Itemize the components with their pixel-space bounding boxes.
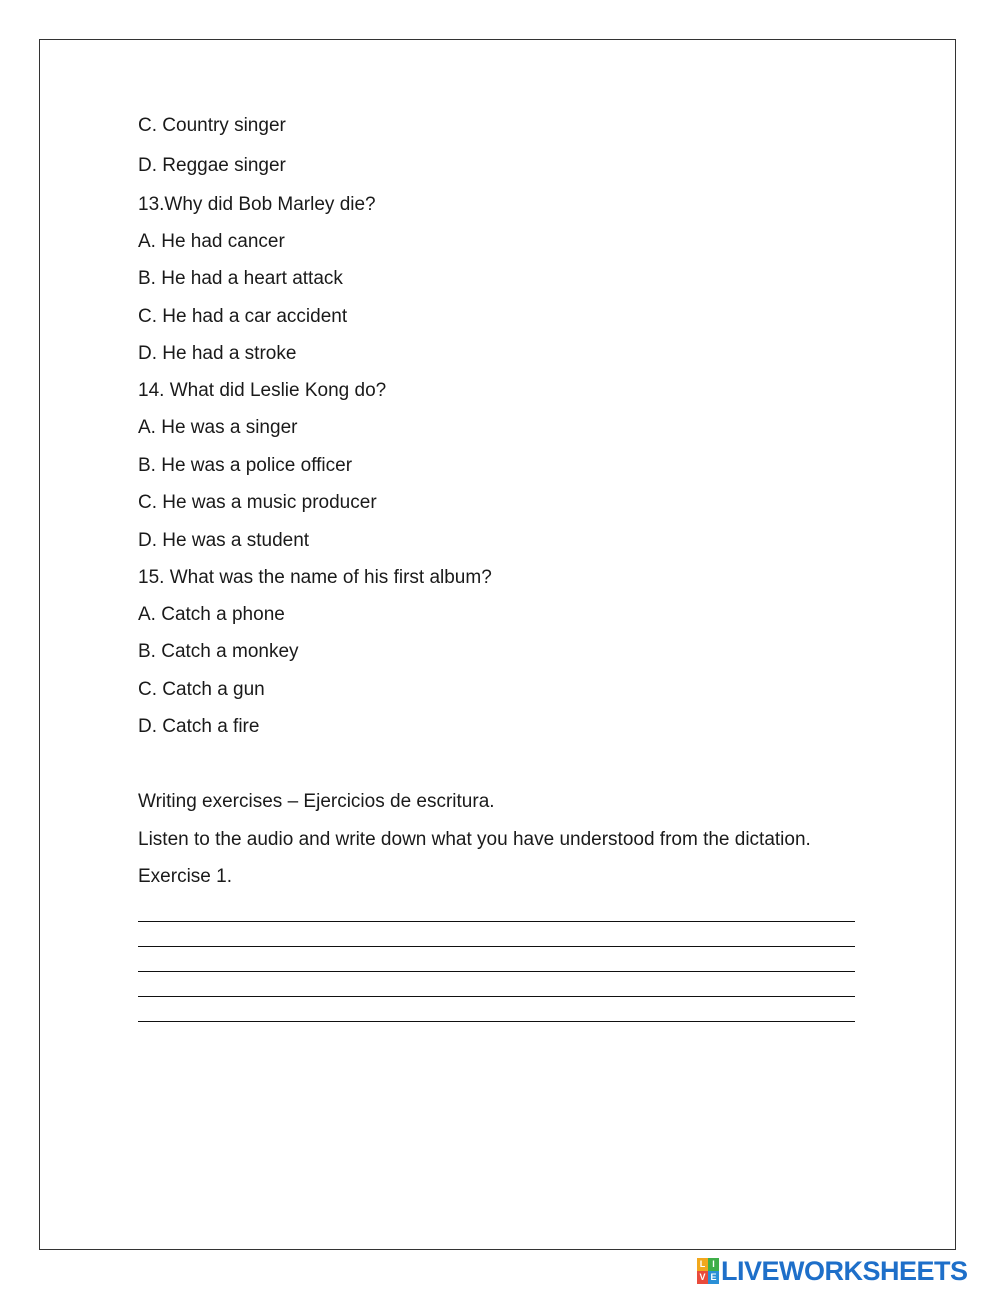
option-14a: A. He was a singer [138,417,298,438]
option-13c: C. He had a car accident [138,306,348,327]
liveworksheets-logo-icon [697,1258,719,1284]
liveworksheets-logo [697,1256,968,1286]
option-3c: C. Country singer [138,115,286,136]
option-14b: B. He was a police officer [138,455,353,476]
liveworksheets-wordmark: LIVEWORKSHEETS [721,1256,968,1286]
answer-line[interactable] [138,971,855,972]
logo-tile-l: L [697,1258,708,1271]
writing-heading: Writing exercises – Ejercicios de escritura. [138,791,495,812]
answer-line[interactable] [138,921,855,922]
answer-line[interactable] [138,996,855,997]
exercise-label: Exercise 1. [138,866,232,887]
option-13d: D. He had a stroke [138,343,297,364]
option-3d: D. Reggae singer [138,155,286,176]
option-13b: B. He had a heart attack [138,268,343,289]
logo-tile-e: E [708,1271,719,1284]
option-15a: A. Catch a phone [138,604,285,625]
question-15: 15. What was the name of his first album? [138,567,492,588]
option-15c: C. Catch a gun [138,679,265,700]
answer-line[interactable] [138,946,855,947]
logo-tile-i: I [708,1258,719,1271]
question-13: 13.Why did Bob Marley die? [138,194,376,215]
option-13a: A. He had cancer [138,231,285,252]
option-15d: D. Catch a fire [138,716,260,737]
question-14: 14. What did Leslie Kong do? [138,380,387,401]
writing-instruction: Listen to the audio and write down what you have understood from the dictation. [138,829,811,850]
option-15b: B. Catch a monkey [138,641,299,662]
answer-line[interactable] [138,1021,855,1022]
option-14d: D. He was a student [138,530,310,551]
option-14c: C. He was a music producer [138,492,377,513]
logo-tile-v: V [697,1271,708,1284]
